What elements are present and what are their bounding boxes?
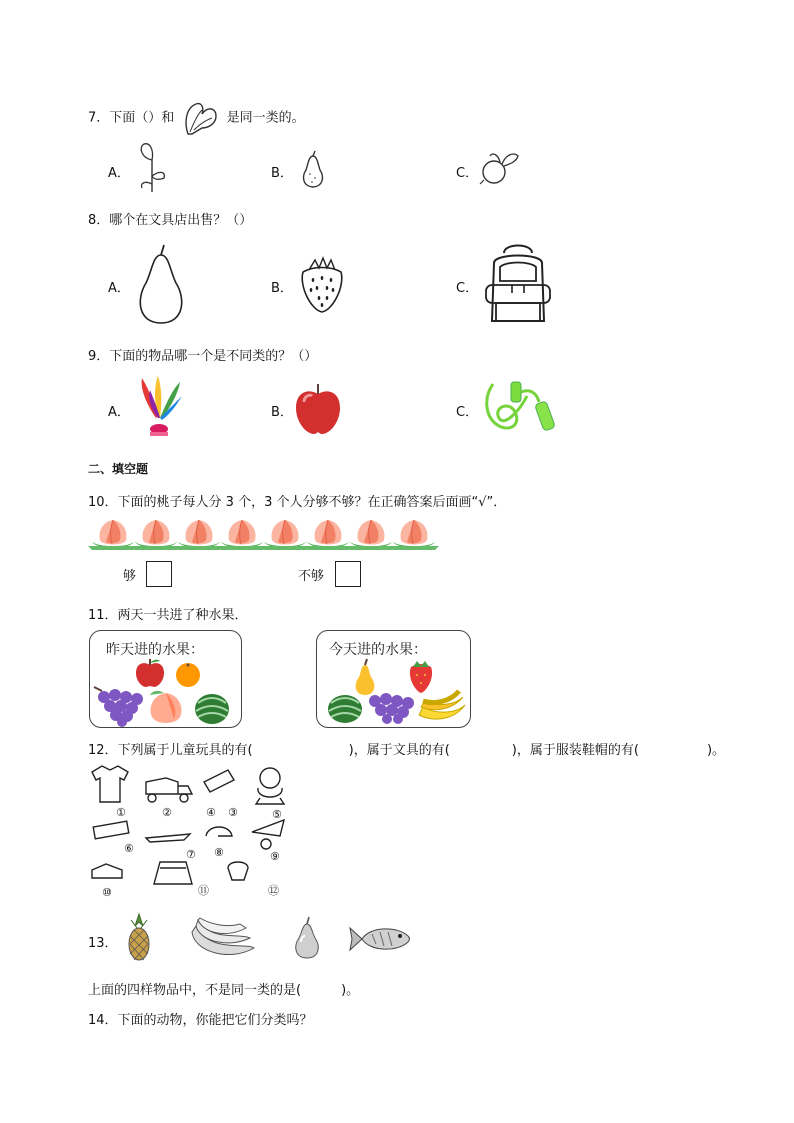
item-number-8: ⑧ — [214, 846, 224, 859]
orange-icon — [176, 663, 200, 687]
pencil-case-icon — [204, 770, 234, 792]
leafy-vegetable-icon — [180, 98, 220, 138]
q7-option-b[interactable]: B． — [271, 166, 293, 181]
strawberry-icon — [297, 256, 347, 318]
q12-part2: )，属于文具的有( — [348, 743, 450, 758]
item-number-6: ⑥ — [124, 842, 134, 855]
watermelon-icon — [328, 695, 362, 723]
item-number-10: ⑩ — [102, 886, 112, 899]
pineapple-icon — [126, 914, 152, 966]
peach-icon — [131, 520, 181, 550]
q7-line — [88, 98, 305, 138]
toy-truck-icon — [146, 778, 192, 794]
q12-items-grid — [88, 764, 288, 900]
pear-icon — [291, 916, 323, 964]
q9-option-c[interactable]: C． — [456, 405, 479, 420]
item-number-1: ① — [116, 806, 126, 819]
q8-option-c[interactable]: C． — [456, 281, 479, 296]
flower-sprout-icon — [134, 140, 170, 198]
jump-rope-icon — [481, 378, 563, 440]
pear-icon — [298, 150, 328, 194]
today-panel-title: 今天进的水果： — [329, 642, 427, 658]
q13-text: 上面的四样物品中，不是同一类的是( — [88, 983, 302, 998]
shirt-icon — [92, 766, 128, 802]
q8-text: 8．哪个在文具店出售？（） — [88, 213, 253, 228]
shoe-icon — [92, 864, 122, 878]
q13-label: 13． — [88, 936, 118, 951]
q12-part1: 12．下列属于儿童玩具的有( — [88, 743, 253, 758]
set-square-icon — [252, 820, 284, 836]
q12-text — [88, 739, 725, 758]
toy-pinwheel-icon — [228, 862, 248, 880]
fish-icon — [348, 924, 416, 958]
toy-ball-icon — [261, 839, 271, 849]
q12-part4: )。 — [706, 743, 726, 758]
apple-icon — [136, 659, 164, 687]
q9-text: 9．下面的物品哪一个是不同类的？（） — [88, 349, 318, 364]
section-title: 二、填空题 — [88, 462, 149, 476]
q7-option-c[interactable]: C． — [456, 166, 479, 181]
skirt-icon — [154, 862, 192, 884]
peach-icon — [303, 520, 353, 550]
item-number-2: ② — [162, 806, 172, 819]
today-fruit-panel — [316, 630, 471, 728]
pear-outline-icon — [134, 243, 188, 329]
peach-row — [88, 516, 433, 556]
q13-question-line — [88, 979, 359, 998]
q7-suffix: 是同一类的。 — [226, 110, 305, 126]
cap-icon — [206, 827, 232, 836]
radish-icon — [478, 150, 520, 190]
q10-text: 10．下面的桃子每人分 3 个，3 个人分够不够？在正确答案后面画“√”． — [88, 495, 507, 510]
yesterday-panel-title: 昨天进的水果： — [106, 642, 204, 658]
item-number-5: ⑤ — [272, 808, 282, 821]
q9-option-b[interactable]: B． — [271, 405, 293, 420]
pencil-box-icon — [93, 821, 129, 839]
q14-text: 14．下面的动物，你能把它们分类吗？ — [88, 1013, 313, 1028]
strawberry-icon — [410, 661, 432, 693]
pen-icon — [146, 834, 190, 842]
q9-option-a[interactable]: A． — [108, 405, 130, 420]
peach-icon — [150, 691, 181, 723]
peach-icon — [389, 520, 439, 550]
q7-prefix: 7．下面（）和 — [88, 110, 175, 126]
banana-icon — [419, 691, 465, 719]
item-number-12: ⑫ — [268, 884, 279, 897]
q11-text: 11．两天一共进了种水果． — [88, 608, 248, 623]
item-number-3: ③ — [228, 806, 238, 819]
apple-icon — [294, 382, 342, 440]
choice-not-enough-box[interactable] — [335, 561, 361, 587]
yesterday-fruit-panel — [89, 630, 242, 728]
peach-icon — [260, 520, 310, 550]
choice-enough-box[interactable] — [146, 561, 172, 587]
peach-icon — [346, 520, 396, 550]
peach-icon — [88, 520, 138, 550]
shuttlecock-icon — [136, 374, 182, 444]
item-number-9: ⑨ — [270, 850, 280, 863]
grapes-icon — [369, 693, 414, 724]
item-number-7: ⑦ — [186, 848, 196, 861]
item-number-11: ⑪ — [198, 884, 209, 897]
backpack-icon — [482, 241, 554, 331]
item-number-4: ④ — [206, 806, 216, 819]
q12-part3: )，属于服装鞋帽的有( — [511, 743, 639, 758]
grapes-icon — [94, 687, 143, 727]
peach-icon — [174, 520, 224, 550]
watermelon-icon — [195, 694, 229, 724]
choice-not-enough-label: 不够 — [298, 569, 325, 584]
q7-option-a[interactable]: A． — [108, 166, 130, 181]
doll-icon — [260, 768, 280, 788]
q13-text-end: )。 — [341, 983, 360, 998]
q8-option-a[interactable]: A． — [108, 281, 130, 296]
banana-icon — [190, 918, 256, 964]
peach-icon — [217, 520, 267, 550]
q8-option-b[interactable]: B． — [271, 281, 293, 296]
choice-enough-label: 够 — [123, 569, 137, 584]
pear-icon — [356, 659, 375, 695]
